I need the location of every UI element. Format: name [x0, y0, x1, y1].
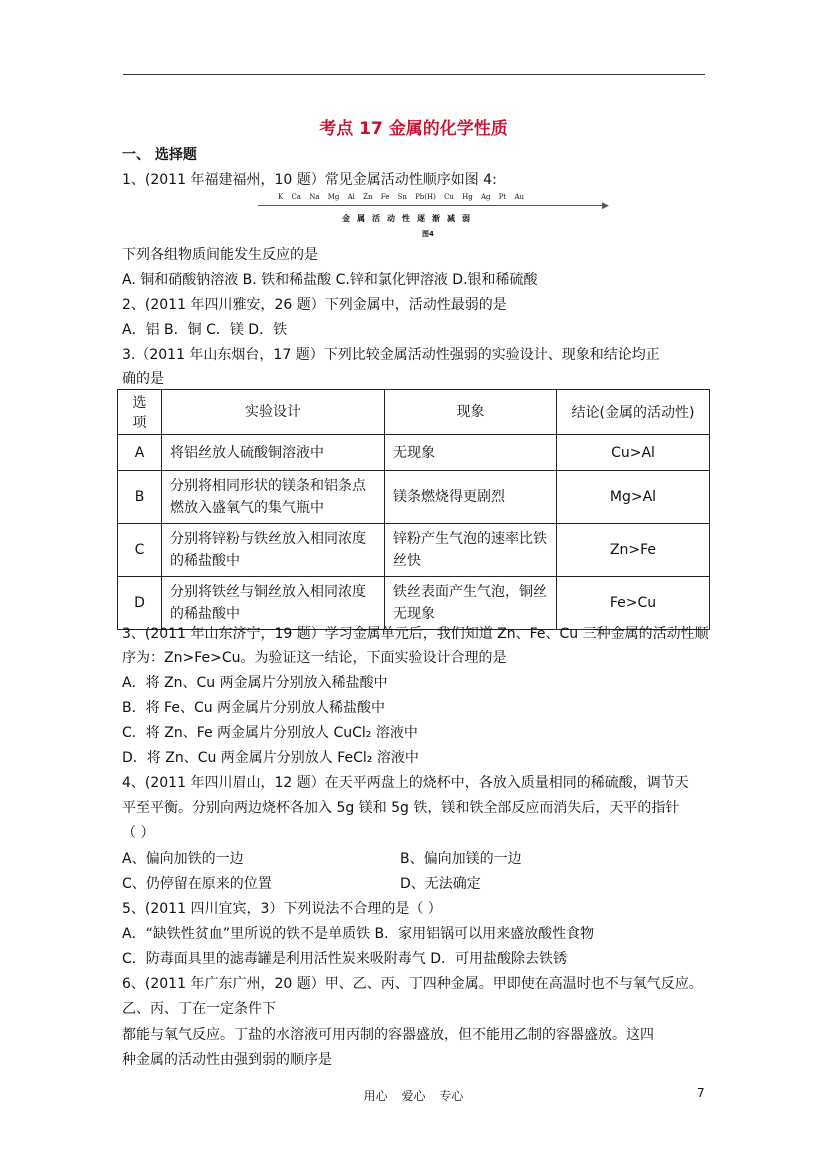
conclusion-cell: Zn>Fe	[557, 524, 710, 577]
question-1: 1、(2011 年福建福州，10 题）常见金属活动性顺序如图 4:	[122, 172, 497, 188]
question-2-options: A．铝 B．铜 C．镁 D．铁	[122, 322, 288, 338]
question-1-stem: 下列各组物质间能发生反应的是	[122, 247, 318, 263]
phenomenon-cell: 铁丝表面产生气泡，铜丝无现象	[385, 577, 557, 630]
table-header: 实验设计	[162, 390, 385, 435]
question-4-line2: 平至平衡。分别向两边烧杯各加入 5g 镁和 5g 铁，镁和铁全部反应而消失后，天平的指针	[122, 800, 680, 816]
question-4-line1: 4、(2011 年四川眉山，12 题）在天平两盘上的烧杯中，各放入质量相同的稀硫酸，调节天	[122, 775, 689, 791]
design-cell: 分别将锌粉与铁丝放入相同浓度的稀盐酸中	[162, 524, 385, 577]
conclusion-cell: Cu>Al	[557, 435, 710, 471]
series-caption: 金属活动性逐渐减弱	[342, 214, 477, 223]
question-6-line1: 6、(2011 年广东广州，20 题）甲、乙、丙、丁四种金属。甲即使在高温时也不与氧气反应。	[122, 976, 703, 992]
option-cell: C	[118, 524, 162, 577]
table-row	[118, 577, 710, 630]
page-title: 考点 17 金属的化学性质	[319, 119, 508, 139]
question-6-line2: 乙、丙、丁在一定条件下	[122, 1001, 276, 1017]
metal-series: K Ca Na Mg Al Zn Fe Sn Pb(H) Cu Hg Ag Pt Au	[278, 193, 525, 201]
question-3b-option-b: B．将 Fe、Cu 两金属片分别放人稀盐酸中	[122, 700, 386, 716]
question-4-option-b: B、偏向加镁的一边	[400, 851, 522, 867]
table-row	[118, 471, 710, 524]
option-cell: B	[118, 471, 162, 524]
phenomenon-cell: 镁条燃烧得更剧烈	[385, 471, 557, 524]
table-header-row	[118, 390, 710, 435]
question-5-options-ab: A．“缺铁性贫血”里所说的铁不是单质铁 B．家用铝锅可以用来盛放酸性食物	[122, 926, 595, 942]
question-3b-option-c: C．将 Zn、Fe 两金属片分别放人 CuCl₂ 溶液中	[122, 725, 418, 741]
question-4-blank: （ ）	[122, 825, 155, 841]
figure-label: 图4	[422, 230, 434, 238]
arrow-head-icon: ▶	[602, 201, 609, 211]
conclusion-cell: Fe>Cu	[557, 577, 710, 630]
table-header: 结论(金属的活动性)	[557, 390, 710, 435]
page-number: 7	[697, 1086, 705, 1100]
question-5-options-cd: C．防毒面具里的滤毒罐是利用活性炭来吸附毒气 D．可用盐酸除去铁锈	[122, 951, 568, 967]
question-3b-option-a: A．将 Zn、Cu 两金属片分别放入稀盐酸中	[122, 675, 388, 691]
page-footer: 用心 爱心 专心	[363, 1089, 464, 1103]
conclusion-cell: Mg>Al	[557, 471, 710, 524]
question-3a-line1: 3.（2011 年山东烟台，17 题）下列比较金属活动性强弱的实验设计、现象和结论均正	[122, 347, 660, 363]
header-rule	[123, 74, 705, 75]
table-row	[118, 435, 710, 471]
question-3b-line2: 序为：Zn>Fe>Cu。为验证这一结论，下面实验设计合理的是	[122, 650, 507, 666]
table-header: 现象	[385, 390, 557, 435]
question-3b-option-d: D．将 Zn、Cu 两金属片分别放人 FeCl₂ 溶液中	[122, 750, 419, 766]
question-4-option-a: A、偏向加铁的一边	[122, 851, 244, 867]
question-1-options: A. 铜和硝酸钠溶液 B. 铁和稀盐酸 C.锌和氯化钾溶液 D.银和稀硫酸	[122, 272, 538, 288]
experiment-table	[117, 389, 710, 630]
option-cell: D	[118, 577, 162, 630]
phenomenon-cell: 无现象	[385, 435, 557, 471]
table-row	[118, 524, 710, 577]
question-2: 2、(2011 年四川雅安，26 题）下列金属中，活动性最弱的是	[122, 297, 507, 313]
design-cell: 将铝丝放人硫酸铜溶液中	[162, 435, 385, 471]
question-3b-line1: 3、(2011 年山东济宁，19 题）学习金属单元后，我们知道 Zn、Fe、Cu 三种金属的活动性顺	[122, 626, 709, 642]
series-arrow-line	[258, 205, 606, 206]
design-cell: 分别将铁丝与铜丝放入相同浓度的稀盐酸中	[162, 577, 385, 630]
table-header: 选项	[118, 390, 162, 435]
design-cell: 分别将相同形状的镁条和铝条点燃放入盛氧气的集气瓶中	[162, 471, 385, 524]
option-cell: A	[118, 435, 162, 471]
question-5: 5、(2011 四川宜宾，3）下列说法不合理的是（ ）	[122, 901, 442, 917]
section-heading: 一、 选择题	[122, 147, 197, 163]
phenomenon-cell: 锌粉产生气泡的速率比铁丝快	[385, 524, 557, 577]
question-4-option-c: C、仍停留在原来的位置	[122, 876, 272, 892]
question-3a-line2: 确的是	[122, 371, 164, 387]
question-6-line4: 种金属的活动性由强到弱的顺序是	[122, 1052, 332, 1068]
question-4-option-d: D、无法确定	[400, 876, 481, 892]
question-6-line3: 都能与氧气反应。丁盐的水溶液可用丙制的容器盛放，但不能用乙制的容器盛放。这四	[122, 1027, 654, 1043]
activity-series-figure	[258, 193, 610, 245]
